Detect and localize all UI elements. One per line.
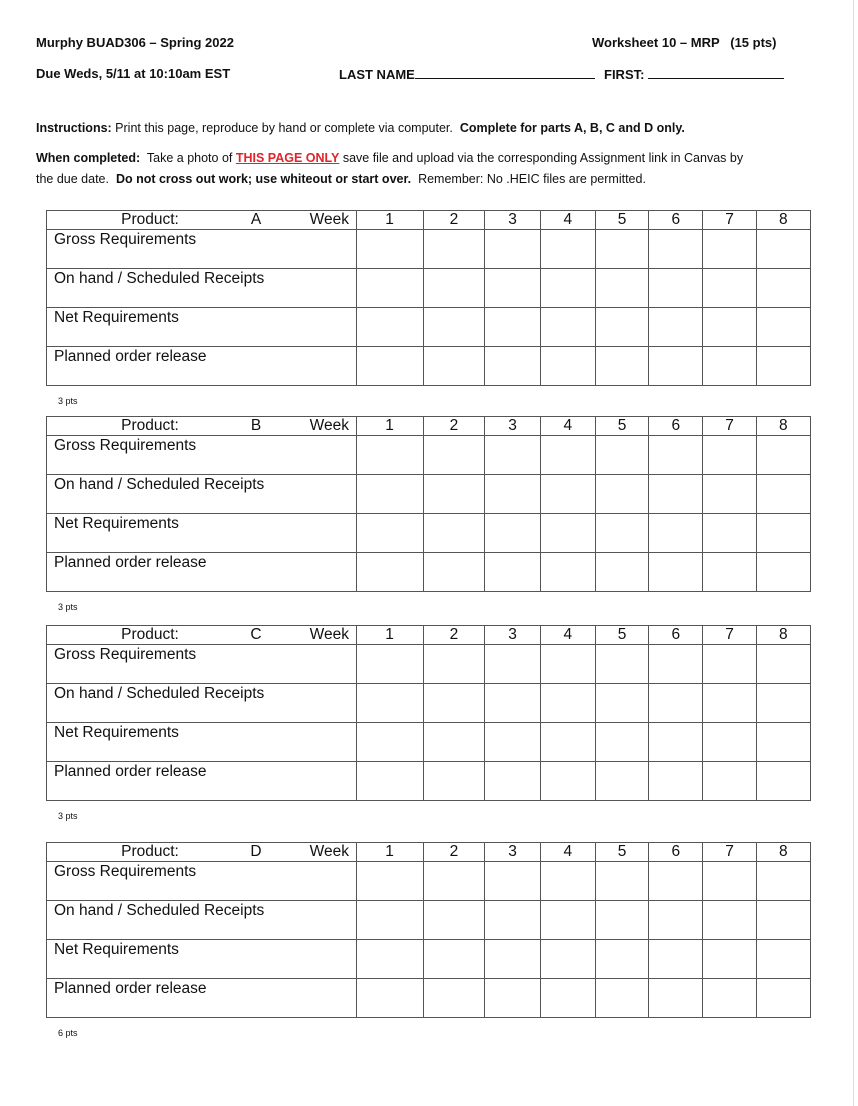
entry-cell[interactable] (756, 230, 810, 269)
week-header: 2 (423, 417, 485, 436)
entry-cell[interactable] (540, 979, 595, 1018)
entry-cell[interactable] (423, 269, 485, 308)
completed-label: When completed: (36, 151, 141, 165)
entry-cell[interactable] (649, 645, 703, 684)
entry-cell[interactable] (703, 862, 756, 901)
table-row (47, 347, 811, 386)
mrp-table-a (46, 210, 811, 386)
completion-instructions-2 (36, 172, 646, 186)
row-label: Gross Requirements (47, 230, 357, 269)
table-row (47, 684, 811, 723)
entry-cell[interactable] (356, 762, 423, 801)
week-header: 7 (703, 417, 756, 436)
entry-cell[interactable] (540, 762, 595, 801)
entry-cell[interactable] (423, 940, 485, 979)
entry-cell[interactable] (423, 553, 485, 592)
entry-cell[interactable] (703, 553, 756, 592)
week-header: 1 (356, 626, 423, 645)
week-label: Week (309, 211, 349, 228)
entry-cell[interactable] (540, 269, 595, 308)
entry-cell[interactable] (703, 230, 756, 269)
instructions-text: Print this page, reproduce by hand or complete via computer. (111, 121, 460, 135)
entry-cell[interactable] (356, 553, 423, 592)
entry-cell[interactable] (485, 723, 540, 762)
week-label: Week (309, 626, 349, 643)
entry-cell[interactable] (540, 436, 595, 475)
mrp-table-b (46, 416, 811, 592)
week-header: 3 (485, 626, 540, 645)
entry-cell[interactable] (595, 436, 648, 475)
table-row (47, 862, 811, 901)
row-label: Planned order release (47, 762, 357, 801)
entry-cell[interactable] (756, 645, 810, 684)
entry-cell[interactable] (649, 901, 703, 940)
entry-cell[interactable] (649, 230, 703, 269)
entry-cell[interactable] (703, 979, 756, 1018)
entry-cell[interactable] (649, 347, 703, 386)
week-header: 4 (540, 417, 595, 436)
week-header: 1 (356, 843, 423, 862)
table-row (47, 762, 811, 801)
points-label: 3 pts (58, 396, 78, 406)
mrp-table-c (46, 625, 811, 801)
entry-cell[interactable] (356, 514, 423, 553)
week-header: 3 (485, 211, 540, 230)
completed-bold: Do not cross out work; use whiteout or start over. (115, 172, 412, 186)
table-row (47, 901, 811, 940)
entry-cell[interactable] (756, 762, 810, 801)
entry-cell[interactable] (540, 230, 595, 269)
entry-cell[interactable] (423, 514, 485, 553)
header-row (47, 843, 811, 862)
week-header: 2 (423, 211, 485, 230)
entry-cell[interactable] (423, 308, 485, 347)
product-id: A (250, 211, 262, 228)
week-header: 5 (595, 843, 648, 862)
entry-cell[interactable] (649, 684, 703, 723)
completion-instructions (36, 151, 743, 165)
entry-cell[interactable] (540, 862, 595, 901)
entry-cell[interactable] (423, 862, 485, 901)
entry-cell[interactable] (485, 979, 540, 1018)
entry-cell[interactable] (540, 553, 595, 592)
week-header: 3 (485, 843, 540, 862)
entry-cell[interactable] (595, 645, 648, 684)
completed-text1: Take a photo of (140, 151, 236, 165)
table-row (47, 308, 811, 347)
entry-cell[interactable] (703, 723, 756, 762)
worksheet-title: Worksheet 10 – MRP (15 pts) (592, 35, 777, 50)
entry-cell[interactable] (649, 514, 703, 553)
entry-cell[interactable] (356, 684, 423, 723)
row-label: Net Requirements (47, 514, 357, 553)
week-header: 2 (423, 626, 485, 645)
product-header (47, 417, 357, 436)
week-header: 8 (756, 417, 810, 436)
instructions-bold: Complete for parts A, B, C and D only. (459, 121, 685, 135)
week-header: 8 (756, 626, 810, 645)
entry-cell[interactable] (485, 347, 540, 386)
week-header: 7 (703, 211, 756, 230)
entry-cell[interactable] (703, 436, 756, 475)
product-label: Product: (121, 211, 179, 228)
entry-cell[interactable] (485, 230, 540, 269)
points-label: 3 pts (58, 602, 78, 612)
product-header (47, 211, 357, 230)
entry-cell[interactable] (703, 762, 756, 801)
entry-cell[interactable] (756, 684, 810, 723)
product-id: C (250, 626, 262, 643)
product-id: D (250, 843, 262, 860)
product-label: Product: (121, 843, 179, 860)
entry-cell[interactable] (540, 514, 595, 553)
entry-cell[interactable] (423, 645, 485, 684)
entry-cell[interactable] (356, 979, 423, 1018)
entry-cell[interactable] (756, 979, 810, 1018)
table-row (47, 230, 811, 269)
entry-cell[interactable] (649, 436, 703, 475)
week-header: 4 (540, 626, 595, 645)
last-name-field[interactable] (339, 66, 595, 82)
row-label: On hand / Scheduled Receipts (47, 269, 357, 308)
this-page-only-emphasis: THIS PAGE ONLY (235, 151, 340, 165)
entry-cell[interactable] (423, 230, 485, 269)
table-row (47, 269, 811, 308)
entry-cell[interactable] (485, 684, 540, 723)
table-row (47, 553, 811, 592)
header-row (47, 211, 811, 230)
entry-cell[interactable] (356, 436, 423, 475)
entry-cell[interactable] (356, 347, 423, 386)
week-header: 6 (649, 843, 703, 862)
mrp-table-d (46, 842, 811, 1018)
entry-cell[interactable] (356, 645, 423, 684)
entry-cell[interactable] (485, 553, 540, 592)
week-header: 6 (649, 211, 703, 230)
entry-cell[interactable] (703, 308, 756, 347)
product-label: Product: (121, 417, 179, 434)
week-header: 8 (756, 843, 810, 862)
header-row (47, 417, 811, 436)
entry-cell[interactable] (540, 723, 595, 762)
table-row (47, 723, 811, 762)
entry-cell[interactable] (595, 308, 648, 347)
entry-cell[interactable] (649, 269, 703, 308)
entry-cell[interactable] (423, 762, 485, 801)
entry-cell[interactable] (595, 862, 648, 901)
entry-cell[interactable] (756, 901, 810, 940)
instructions (36, 121, 685, 135)
entry-cell[interactable] (649, 553, 703, 592)
week-header: 1 (356, 211, 423, 230)
entry-cell[interactable] (595, 762, 648, 801)
entry-cell[interactable] (485, 645, 540, 684)
entry-cell[interactable] (756, 436, 810, 475)
row-label: Net Requirements (47, 723, 357, 762)
entry-cell[interactable] (756, 308, 810, 347)
entry-cell[interactable] (485, 269, 540, 308)
entry-cell[interactable] (540, 940, 595, 979)
table-row (47, 979, 811, 1018)
row-label: Net Requirements (47, 308, 357, 347)
entry-cell[interactable] (423, 684, 485, 723)
table-row (47, 940, 811, 979)
row-label: On hand / Scheduled Receipts (47, 684, 357, 723)
entry-cell[interactable] (356, 901, 423, 940)
entry-cell[interactable] (356, 269, 423, 308)
entry-cell[interactable] (703, 684, 756, 723)
entry-cell[interactable] (649, 723, 703, 762)
table-row (47, 514, 811, 553)
entry-cell[interactable] (540, 475, 595, 514)
row-label: Planned order release (47, 553, 357, 592)
product-header (47, 626, 357, 645)
entry-cell[interactable] (540, 901, 595, 940)
week-header: 4 (540, 211, 595, 230)
entry-cell[interactable] (485, 514, 540, 553)
product-header (47, 843, 357, 862)
entry-cell[interactable] (756, 940, 810, 979)
first-name-label: FIRST: (604, 67, 645, 82)
entry-cell[interactable] (485, 862, 540, 901)
entry-cell[interactable] (423, 901, 485, 940)
last-name-label: LAST NAME (339, 67, 415, 82)
entry-cell[interactable] (595, 230, 648, 269)
week-header: 5 (595, 417, 648, 436)
week-header: 1 (356, 417, 423, 436)
entry-cell[interactable] (756, 553, 810, 592)
entry-cell[interactable] (595, 723, 648, 762)
week-header: 7 (703, 843, 756, 862)
entry-cell[interactable] (356, 475, 423, 514)
table-row (47, 475, 811, 514)
entry-cell[interactable] (356, 308, 423, 347)
entry-cell[interactable] (540, 684, 595, 723)
week-header: 2 (423, 843, 485, 862)
entry-cell[interactable] (595, 553, 648, 592)
points-label: 6 pts (58, 1028, 78, 1038)
entry-cell[interactable] (595, 684, 648, 723)
entry-cell[interactable] (595, 347, 648, 386)
course-title: Murphy BUAD306 – Spring 2022 (36, 35, 234, 50)
entry-cell[interactable] (756, 723, 810, 762)
entry-cell[interactable] (485, 940, 540, 979)
product-label: Product: (121, 626, 179, 643)
entry-cell[interactable] (649, 979, 703, 1018)
entry-cell[interactable] (756, 269, 810, 308)
entry-cell[interactable] (485, 436, 540, 475)
completed-text2: save file and upload via the corresponding Assignment link in Canvas by (339, 151, 744, 165)
header-row (47, 626, 811, 645)
entry-cell[interactable] (485, 308, 540, 347)
entry-cell[interactable] (595, 269, 648, 308)
table-row (47, 436, 811, 475)
entry-cell[interactable] (595, 514, 648, 553)
week-header: 6 (649, 626, 703, 645)
entry-cell[interactable] (703, 269, 756, 308)
entry-cell[interactable] (595, 979, 648, 1018)
week-label: Week (309, 843, 349, 860)
week-header: 4 (540, 843, 595, 862)
entry-cell[interactable] (540, 645, 595, 684)
entry-cell[interactable] (756, 514, 810, 553)
week-header: 5 (595, 211, 648, 230)
week-header: 3 (485, 417, 540, 436)
entry-cell[interactable] (356, 862, 423, 901)
entry-cell[interactable] (485, 762, 540, 801)
due-date: Due Weds, 5/11 at 10:10am EST (36, 66, 231, 81)
week-header: 5 (595, 626, 648, 645)
entry-cell[interactable] (423, 475, 485, 514)
entry-cell[interactable] (423, 979, 485, 1018)
entry-cell[interactable] (703, 940, 756, 979)
completed-text4: Remember: No .HEIC files are permitted. (411, 172, 646, 186)
first-name-field[interactable] (604, 66, 784, 82)
entry-cell[interactable] (703, 645, 756, 684)
entry-cell[interactable] (649, 762, 703, 801)
entry-cell[interactable] (703, 514, 756, 553)
entry-cell[interactable] (649, 308, 703, 347)
entry-cell[interactable] (703, 475, 756, 514)
entry-cell[interactable] (356, 230, 423, 269)
row-label: Net Requirements (47, 940, 357, 979)
entry-cell[interactable] (756, 475, 810, 514)
row-label: On hand / Scheduled Receipts (47, 475, 357, 514)
points-label: 3 pts (58, 811, 78, 821)
entry-cell[interactable] (649, 475, 703, 514)
entry-cell[interactable] (595, 940, 648, 979)
product-id: B (250, 417, 262, 434)
week-header: 7 (703, 626, 756, 645)
row-label: Planned order release (47, 979, 357, 1018)
entry-cell[interactable] (649, 940, 703, 979)
entry-cell[interactable] (423, 723, 485, 762)
entry-cell[interactable] (649, 862, 703, 901)
row-label: Planned order release (47, 347, 357, 386)
table-row (47, 645, 811, 684)
instructions-label: Instructions: (36, 121, 112, 135)
entry-cell[interactable] (485, 901, 540, 940)
week-header: 8 (756, 211, 810, 230)
row-label: Gross Requirements (47, 645, 357, 684)
entry-cell[interactable] (485, 475, 540, 514)
completed-text3: the due date. (36, 172, 116, 186)
week-label: Week (309, 417, 349, 434)
entry-cell[interactable] (703, 901, 756, 940)
entry-cell[interactable] (356, 940, 423, 979)
entry-cell[interactable] (356, 723, 423, 762)
entry-cell[interactable] (595, 901, 648, 940)
row-label: On hand / Scheduled Receipts (47, 901, 357, 940)
entry-cell[interactable] (540, 308, 595, 347)
row-label: Gross Requirements (47, 862, 357, 901)
entry-cell[interactable] (703, 347, 756, 386)
entry-cell[interactable] (595, 475, 648, 514)
entry-cell[interactable] (540, 347, 595, 386)
entry-cell[interactable] (423, 347, 485, 386)
week-header: 6 (649, 417, 703, 436)
entry-cell[interactable] (756, 347, 810, 386)
row-label: Gross Requirements (47, 436, 357, 475)
entry-cell[interactable] (423, 436, 485, 475)
entry-cell[interactable] (756, 862, 810, 901)
